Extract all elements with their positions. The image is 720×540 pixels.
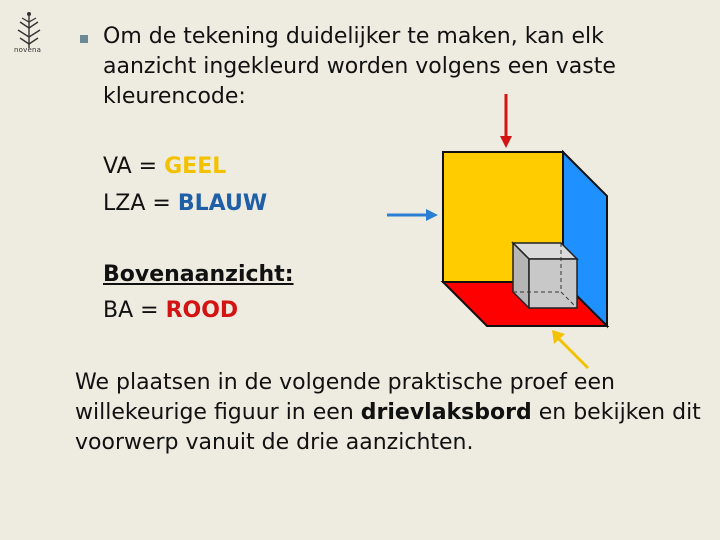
arrow-bottom-yellow [552,330,588,368]
code-lza [103,191,267,216]
bovenaanzicht-heading: Bovenaanzicht: [103,262,294,287]
arrow-left-blue [387,209,438,221]
code-va [103,154,226,179]
intro-text: Om de tekening duidelijker te maken, kan elk aanzicht ingekleurd worden volgens een vaste kleurencode: [103,24,616,109]
outro-bold-term: drievlaksbord [360,400,532,425]
code-lza-value: BLAUW [177,191,268,216]
bovenaanzicht-heading-line [103,262,294,287]
code-ba [103,298,238,323]
code-ba-prefix: BA = [103,298,166,323]
code-va-value: GEEL [164,154,227,179]
code-lza-prefix: LZA = [103,191,178,216]
outro-text [75,368,705,458]
code-va-prefix: VA = [103,154,165,179]
cube-object [513,243,577,308]
logo-label: novena [14,46,42,54]
outro-before: We plaatsen in de volgende praktische proef een willekeurige figuur in een [75,370,615,425]
three-plane-board-diagram [380,90,620,370]
outro-after: en bekijken dit voorwerp vanuit de drie aanzichten. [75,400,701,455]
bullet-marker [80,35,88,43]
arrow-top-red [500,94,512,148]
code-ba-value: ROOD [165,298,239,323]
